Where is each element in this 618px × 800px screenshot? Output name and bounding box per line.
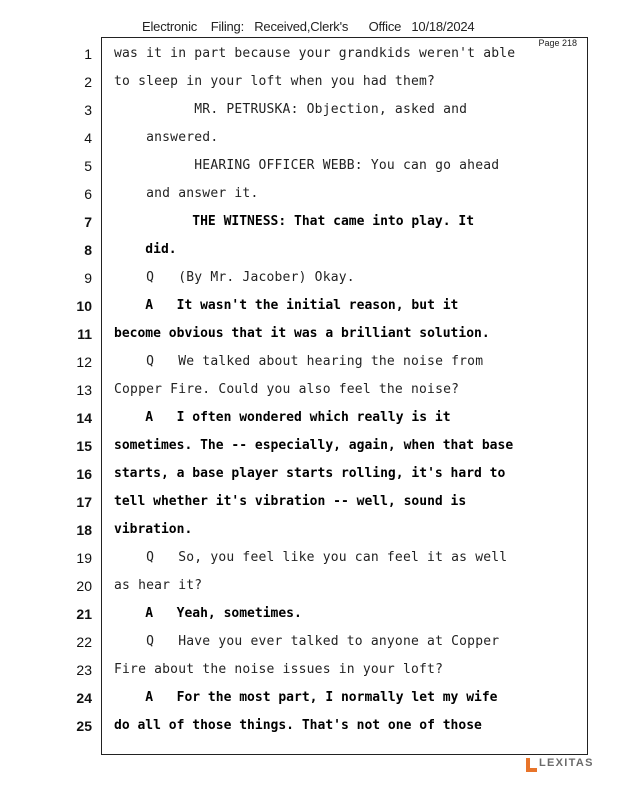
line-number: 16 bbox=[76, 466, 92, 482]
line-number: 19 bbox=[76, 550, 92, 566]
line-number: 1 bbox=[84, 46, 92, 62]
transcript-line-text: was it in part because your grandkids weren't able bbox=[114, 46, 516, 61]
transcript-line-text: vibration. bbox=[114, 522, 193, 537]
transcript-line-text: sometimes. The -- especially, again, when that base bbox=[114, 438, 514, 453]
line-number: 8 bbox=[84, 242, 92, 258]
lexitas-logo bbox=[524, 757, 594, 773]
line-number: 22 bbox=[76, 634, 92, 650]
transcript-line-text: did. bbox=[114, 242, 177, 257]
line-number: 10 bbox=[76, 298, 92, 314]
line-number: 2 bbox=[84, 74, 92, 90]
line-number: 4 bbox=[84, 130, 92, 146]
transcript-line-text: MR. PETRUSKA: Objection, asked and bbox=[114, 102, 468, 117]
filing-header: Electronic Filing: Received,Clerk's Office 10/18/2024 bbox=[142, 19, 475, 34]
transcript-line-text: Fire about the noise issues in your loft? bbox=[114, 662, 444, 677]
line-number: 14 bbox=[76, 410, 92, 426]
line-number: 13 bbox=[76, 382, 92, 398]
transcript-line-text: Q We talked about hearing the noise from bbox=[114, 354, 484, 369]
line-number: 24 bbox=[76, 690, 92, 706]
transcript-line-text: A Yeah, sometimes. bbox=[114, 606, 302, 621]
line-number: 18 bbox=[76, 522, 92, 538]
transcript-line-text: A For the most part, I normally let my wife bbox=[114, 690, 498, 705]
transcript-line-text: A I often wondered which really is it bbox=[114, 410, 451, 425]
line-number: 7 bbox=[84, 214, 92, 230]
transcript-line-text: tell whether it's vibration -- well, sound is bbox=[114, 494, 467, 509]
lexitas-logo-icon bbox=[524, 757, 538, 773]
transcript-line-text: answered. bbox=[114, 130, 219, 145]
lexitas-logo-text: LEXITAS bbox=[539, 757, 594, 769]
transcript-line-text: do all of those things. That's not one of those bbox=[114, 718, 482, 733]
line-number: 12 bbox=[76, 354, 92, 370]
line-number: 20 bbox=[76, 578, 92, 594]
line-number: 9 bbox=[84, 270, 92, 286]
transcript-line-text: Q So, you feel like you can feel it as well bbox=[114, 550, 508, 565]
line-number: 11 bbox=[77, 326, 92, 342]
page-number: Page 218 bbox=[538, 38, 577, 48]
line-number: 5 bbox=[84, 158, 92, 174]
transcript-line-text: and answer it. bbox=[114, 186, 259, 201]
line-number: 23 bbox=[76, 662, 92, 678]
line-number: 6 bbox=[84, 186, 92, 202]
transcript-line-text: HEARING OFFICER WEBB: You can go ahead bbox=[114, 158, 500, 173]
line-number: 25 bbox=[76, 718, 92, 734]
transcript-line-text: THE WITNESS: That came into play. It bbox=[114, 214, 475, 229]
line-number: 15 bbox=[76, 438, 92, 454]
transcript-line-text: to sleep in your loft when you had them? bbox=[114, 74, 436, 89]
transcript-line-text: Q (By Mr. Jacober) Okay. bbox=[114, 270, 355, 285]
line-number: 3 bbox=[84, 102, 92, 118]
line-number: 17 bbox=[76, 494, 92, 510]
transcript-line-text: Q Have you ever talked to anyone at Copper bbox=[114, 634, 500, 649]
transcript-line-text: A It wasn't the initial reason, but it bbox=[114, 298, 459, 313]
transcript-line-text: as hear it? bbox=[114, 578, 203, 593]
transcript-line-text: become obvious that it was a brilliant solution. bbox=[114, 326, 490, 341]
line-number: 21 bbox=[76, 606, 92, 622]
transcript-line-text: starts, a base player starts rolling, it's hard to bbox=[114, 466, 506, 481]
transcript-line-text: Copper Fire. Could you also feel the noise? bbox=[114, 382, 460, 397]
